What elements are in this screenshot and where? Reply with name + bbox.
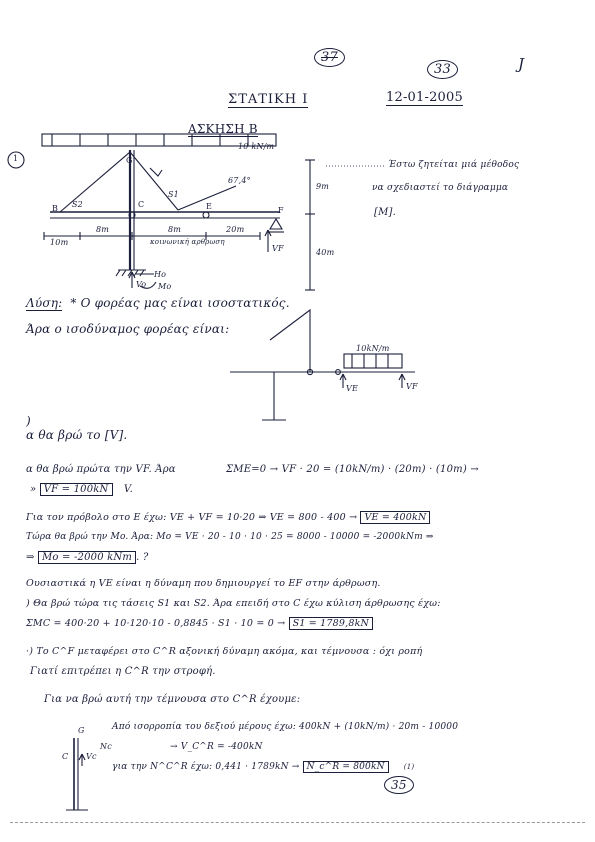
solution-line-8: Τώρα θα βρώ την Mo. Άρα: Mo = VE · 20 - 10 · 10 · 25 = 8000 - 10000 = -2000kNm ⇒ [26, 532, 434, 542]
dim-8m-mid: 8m [168, 225, 182, 234]
solution-line-2: Άρα ο ισοδύναμος φορέας είναι: [26, 322, 230, 336]
solution-line-3: ) [26, 414, 31, 428]
side-note-line-1: Έστω ζητείται μιά μέθοδος [388, 160, 520, 170]
solution-line-11: ) Θα βρώ τώρα τις τάσεις S1 και S2. Άρα επειδή στο C έχω κύλιση άρθρωσης έχω: [26, 598, 441, 609]
node-C-label: C [138, 200, 145, 209]
node-B-label: B [52, 204, 59, 213]
solution-line-16: Από ισορροπία του δεξιού μέρους έχω: 400kN + (10kN/m) · 20m - 10000 [112, 722, 459, 732]
strut-S2-label: S2 [72, 200, 83, 209]
page-title: ΣΤΑΤΙΚΗ Ι [228, 92, 309, 107]
bottom-scan-edge [10, 822, 585, 823]
dim-10m: 10m [50, 238, 69, 247]
solution-line-7: Για τον πρόβολο στο Ε έχω: VE + VF = 10·20 ⇒ VE = 800 - 400 → VE = 400kN [26, 512, 430, 523]
subfig-VE-label: VE [346, 384, 359, 393]
page-date: 12-01-2005 [386, 90, 463, 105]
hinge-note: κοινωνική αρθρωση [150, 238, 225, 246]
solution-line-6: » VF = 100kN V. [30, 484, 133, 495]
solution-line-18: για την N^C^R έχω: 0,441 · 1789kN → N_c^R = 800kN (1) [112, 762, 415, 772]
angle-label: 67,4° [228, 176, 251, 185]
height-9m: 9m [316, 182, 330, 191]
column-G-label: G [78, 726, 85, 735]
solution-line-13: ·) Το C^F μεταφέρει στο C^R αξονική δύναμη ακόμα, και τέμνουσα : όχι ροπή [26, 646, 423, 657]
subfig-load-label: 10kN/m [356, 344, 390, 353]
solution-line-5b: ΣΜE=0 → VF · 20 = (10kN/m) · (20m) · (10m) → [226, 464, 479, 475]
reaction-Mo: Mo [158, 282, 172, 291]
reaction-Ho: Ho [154, 270, 167, 279]
strut-S1-label: S1 [168, 190, 179, 199]
reaction-VF: VF [272, 244, 284, 253]
node-G-label: G [126, 156, 133, 165]
column-Nc-label: Nc [100, 742, 112, 751]
solution-line-10: Ουσιαστικά η VE είναι η δύναμη που δημιουργεί το EF στην άρθρωση. [26, 578, 381, 589]
header-corner-mark: J [518, 55, 525, 73]
load-label: 10 kN/m [238, 142, 275, 151]
solution-line-12: ΣMC = 400·20 + 10·120·10 - 0,8845 · S1 · 10 = 0 → S1 = 1789,8kN [26, 618, 373, 629]
load-arrows [52, 134, 248, 146]
solution-line-4: α θα βρώ το [V]. [26, 428, 128, 442]
footer-page-number: 35 [384, 776, 414, 794]
solution-line-1: Λύση: * Ο φορέας μας είναι ισοστατικός. [26, 296, 290, 310]
solution-line-14: Γιατί επιτρέπει η C^R την στροφή. [30, 666, 216, 677]
column-C-label: C [62, 752, 69, 761]
solution-line-9: ⇒ Mo = -2000 kNm . ? [26, 552, 149, 563]
solution-line-5a: α θα βρώ πρώτα την VF. Άρα [26, 464, 176, 475]
solution-line-17: → V_C^R = -400kN [170, 742, 263, 752]
height-40m: 40m [316, 248, 335, 257]
node-F-label: F [278, 206, 284, 215]
solution-line-15: Για να βρώ αυτή την τέμνουσα στο C^R έχουμε: [44, 694, 301, 705]
dim-20m: 20m [226, 225, 245, 234]
subfig-VF-label: VF [406, 382, 418, 391]
header-page-number: 33 [427, 60, 458, 79]
exercise-title: ΑΣΚΗΣΗ Β [188, 122, 258, 136]
reaction-Vo: Vo [136, 280, 147, 289]
column-Vc-label: Vc [86, 752, 97, 761]
side-note-line-2: να σχεδιαστεί το διάγραμμα [372, 183, 509, 193]
header-scribble-number: 37 [314, 48, 345, 67]
dim-8m-left: 8m [96, 225, 110, 234]
circle-1-label: 1 [13, 154, 19, 163]
side-note-line-3: [M]. [374, 207, 397, 218]
node-E-label: E [206, 202, 213, 211]
